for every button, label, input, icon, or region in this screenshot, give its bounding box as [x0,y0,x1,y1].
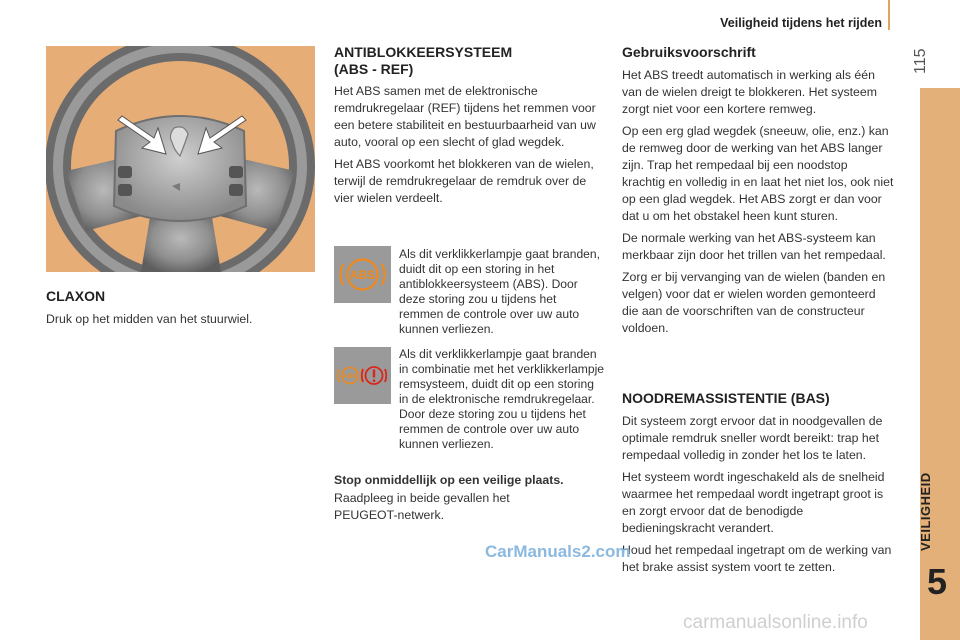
consult-network-text: Raadpleeg in beide gevallen het PEUGEOT-netwerk. [334,491,510,522]
abs-heading-line1: ANTIBLOKKEERSYSTEEM [334,44,513,60]
abs-brake-warning-text: Als dit verklikkerlampje gaat branden in combinatie met het verklikkerlampje remsysteem, duidt dit op een storing in de elektronische remdrukregelaar. Door deze storing zou u tijdens het remmen de controle over uw auto kunnen verliezen. [399,347,605,451]
abs-icon-small-text: ABS [343,373,357,380]
abs-icon-text: ABS [349,268,376,282]
bas-heading: NOODREMASSISTENTIE (BAS) [622,390,830,406]
usage-paragraph: Zorg er bij vervanging van de wielen (banden en velgen) voor dat er wielen worden gemonteerd die aan de voorschriften van de constructeur voldoen. [622,270,886,335]
bas-paragraph: Het systeem wordt ingeschakeld als de snelheid waarmee het rempedaal wordt ingetrapt groot is en zorgt ervoor dat de benodigde bedieningskracht verandert. [622,470,885,535]
stop-instruction: Stop onmiddellijk op een veilige plaats. [334,473,564,487]
watermark-footer: carmanualsonline.info [683,612,868,633]
usage-paragraph: De normale werking van het ABS-systeem kan merkbaar zijn door het trillen van het rempedaal. [622,231,886,262]
watermark-link[interactable]: CarManuals2.com [485,542,631,561]
abs-body [334,83,606,212]
claxon-heading: CLAXON [46,288,106,304]
abs-paragraph: Het ABS samen met de elektronische remdrukregelaar (REF) tijdens het remmen voor een betere stabiliteit en bestuurbaarheid van uw auto, vooral op een slecht of glad wegdek. [334,84,596,149]
usage-heading: Gebruiksvoorschrift [622,44,756,60]
usage-paragraph: Het ABS treedt automatisch in werking als één van de wielen dreigt te blokkeren. Het systeem zorgt niet voor een kortere remweg. [622,68,877,116]
abs-brake-warning-lamp-icon [334,347,391,404]
chapter-number: 5 [926,561,948,602]
steering-wheel-photo [46,46,315,272]
chapter-label: VEILIGHEID [918,472,933,552]
chapter-side-tab [920,88,960,640]
claxon-text: Druk op het midden van het stuurwiel. [46,312,253,326]
abs-warning-text: Als dit verklikkerlampje gaat branden, duidt dit op een storing in het antiblokkeersysteem (ABS). Door deze storing zou u tijdens het remmen de controle over uw auto kunnen verliezen. [399,247,600,336]
page-number: 115 [912,48,929,74]
abs-paragraph: Het ABS voorkomt het blokkeren van de wielen, terwijl de remdrukregelaar de remdruk over de vier wielen verdeelt. [334,157,594,205]
usage-paragraph: Op een erg glad wegdek (sneeuw, olie, enz.) kan de remweg door de werking van het ABS langer zijn. Trap het rempedaal bij een noodstop krachtig en volledig in en laat het niet los, ook niet op een glad wegdek. Het ABS zorgt er dan voor dat u om het obstakel heen kunt sturen. [622,124,894,223]
abs-heading [334,44,604,78]
usage-body [622,67,894,342]
header-divider [888,0,890,30]
running-header: Veiligheid tijdens het rijden [720,16,882,30]
abs-warning-lamp-icon [334,246,391,303]
bas-paragraph: Dit systeem zorgt ervoor dat in noodgevallen de optimale remdruk sneller wordt bereikt: trap het rempedaal volledig in zonder het los te laten. [622,414,883,462]
bas-body [622,413,894,581]
abs-heading-line2: (ABS - REF) [334,61,414,77]
bas-paragraph: Houd het rempedaal ingetrapt om de werking van het brake assist system voort te zetten. [622,543,892,574]
